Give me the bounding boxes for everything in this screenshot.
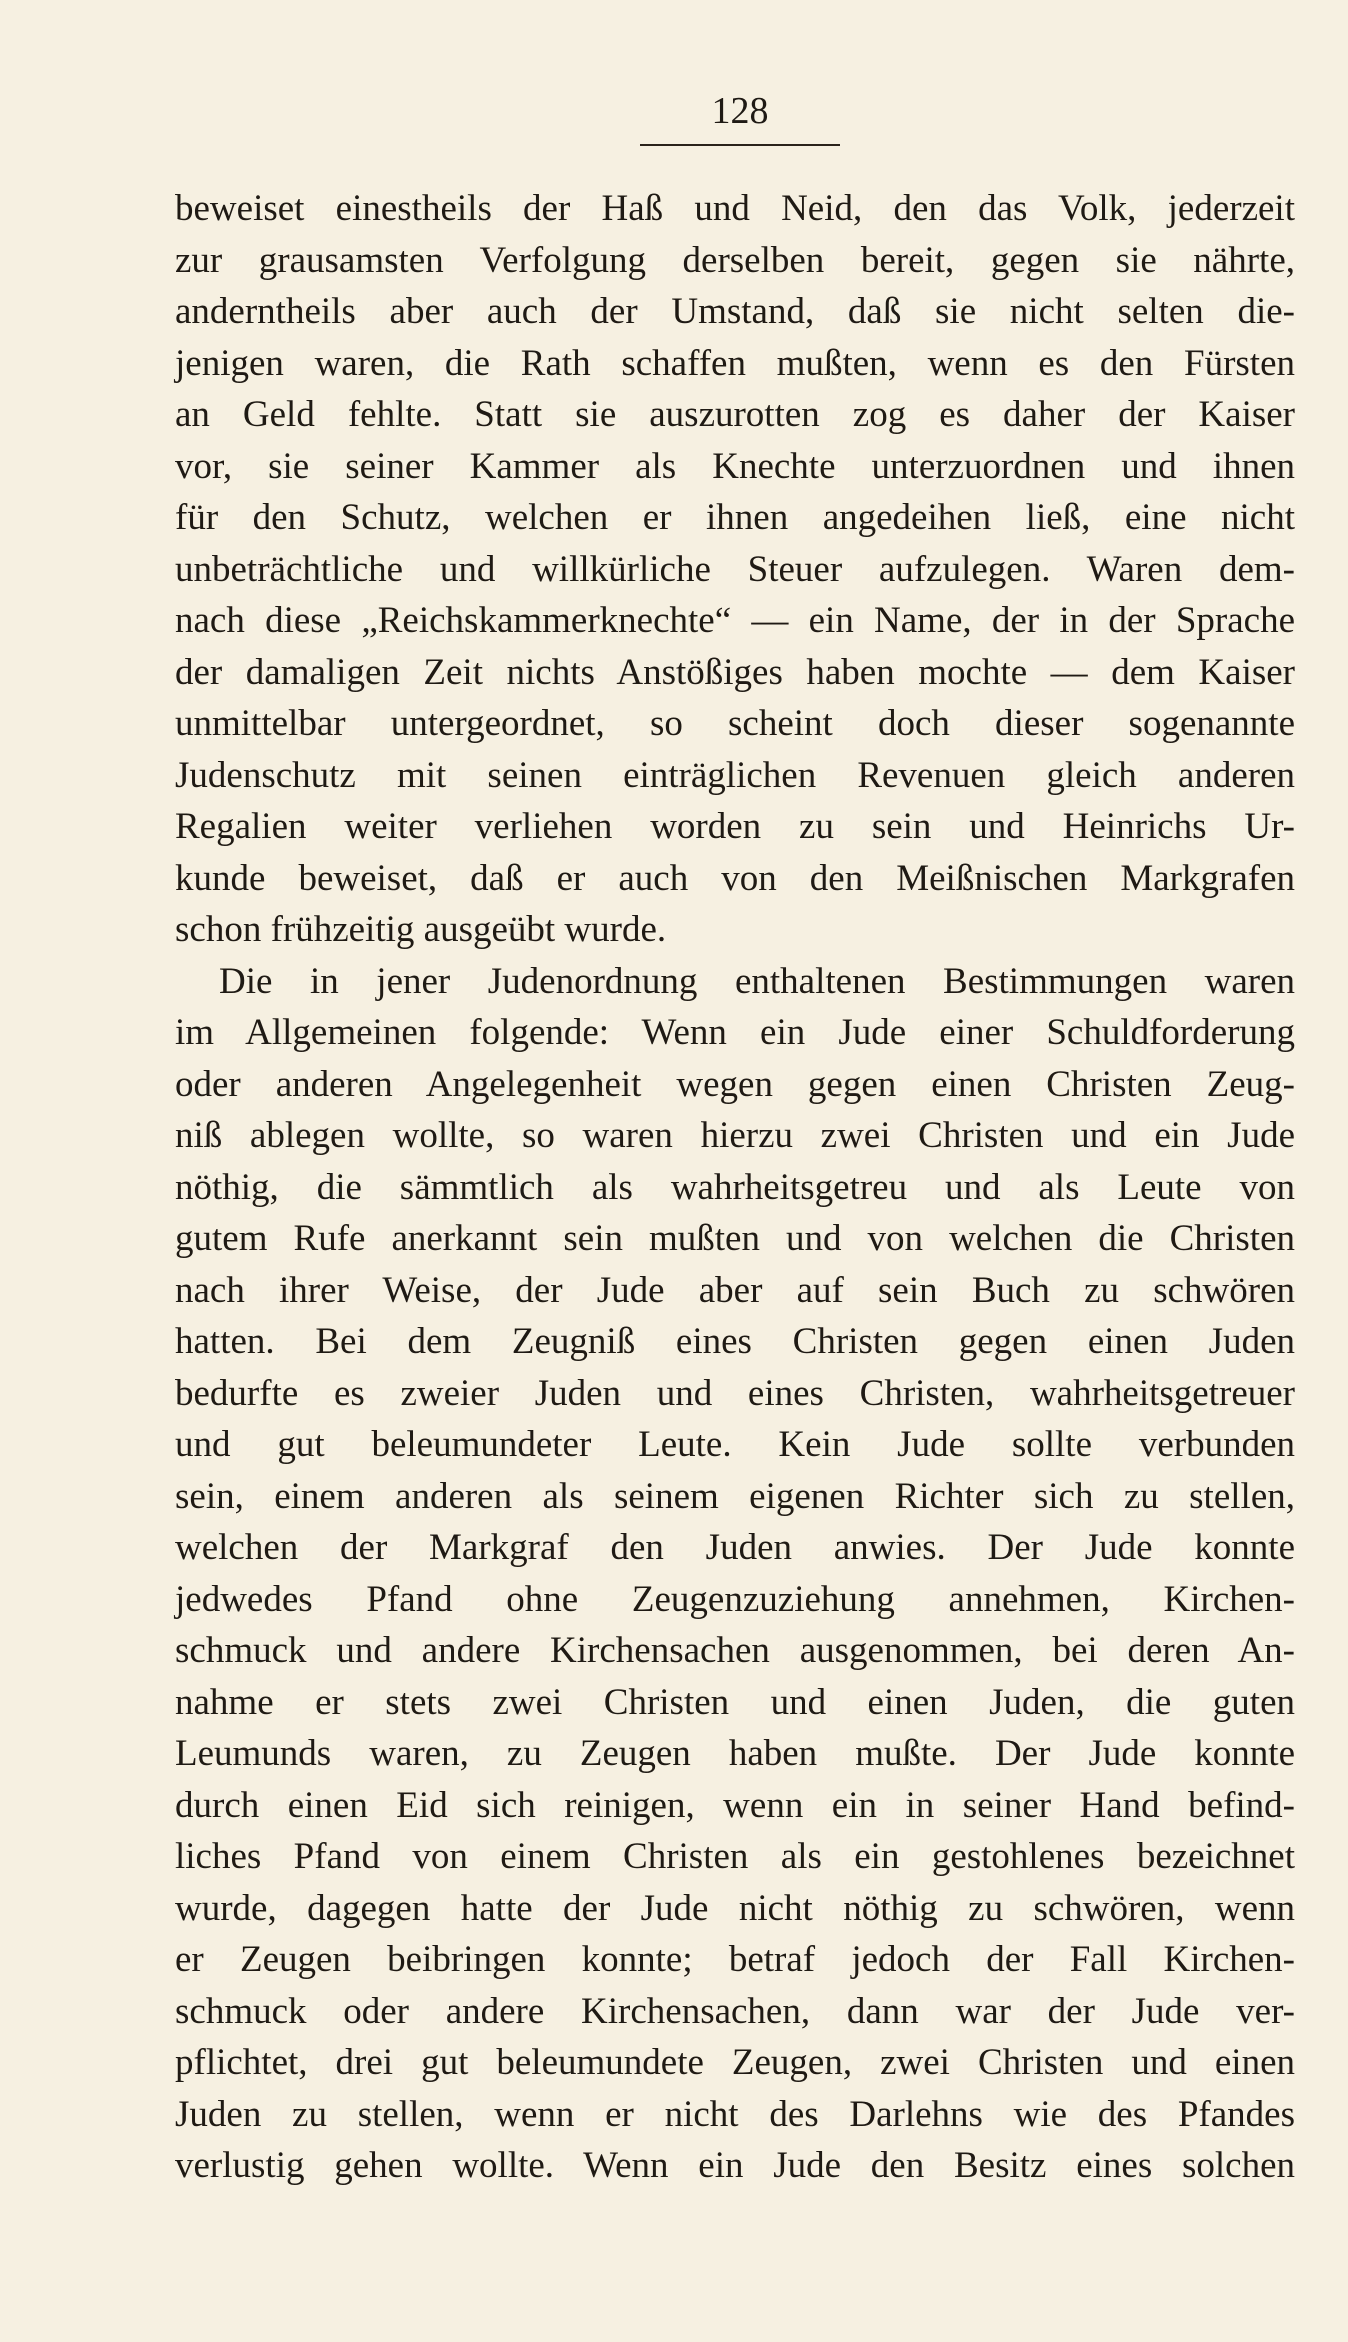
text-line: nach diese „Reichskammerknechte“ — ein Name, der in der Sprache [175,600,1295,641]
text-line: Juden zu stellen, wenn er nicht des Darlehns wie des Pfandes [175,2093,1295,2135]
text-line: unmittelbar untergeordnet, so scheint doch dieser sogenannte [175,703,1295,744]
text-line: schmuck und andere Kirchensachen ausgenommen, bei deren An- [175,1630,1295,1671]
text-line: liches Pfand von einem Christen als ein gestohlenes bezeichnet [175,1836,1295,1877]
text-line: jenigen waren, die Rath schaffen mußten, wenn es den Fürsten [175,342,1295,384]
text-line: der damaligen Zeit nichts Anstößiges haben mochte — dem Kaiser [175,651,1295,693]
text-line: vor, sie seiner Kammer als Knechte unterzuordnen und ihnen [175,445,1295,487]
text-line: nahme er stets zwei Christen und einen Juden, die guten [175,1681,1295,1723]
text-line: verlustig gehen wollte. Wenn ein Jude den Besitz eines solchen [175,2145,1295,2186]
text-line: Judenschutz mit seinen einträglichen Revenuen gleich anderen [175,754,1295,796]
text-line: schmuck oder andere Kirchensachen, dann war der Jude ver- [175,1990,1295,2032]
text-line: kunde beweiset, daß er auch von den Meißnischen Markgrafen [175,857,1295,899]
body-text [175,183,1295,2192]
text-line: und gut beleumundeter Leute. Kein Jude sollte verbunden [175,1424,1295,1465]
text-line: unbeträchtliche und willkürliche Steuer aufzulegen. Waren dem- [175,548,1295,590]
text-line: hatten. Bei dem Zeugniß eines Christen gegen einen Juden [175,1321,1295,1362]
text-line: Leumunds waren, zu Zeugen haben mußte. Der Jude konnte [175,1733,1295,1774]
text-line: beweiset einestheils der Haß und Neid, den das Volk, jederzeit [175,188,1295,229]
text-line: niß ablegen wollte, so waren hierzu zwei Christen und ein Jude [175,1115,1295,1156]
text-line: pflichtet, drei gut beleumundete Zeugen, zwei Christen und einen [175,2042,1295,2083]
text-line: welchen der Markgraf den Juden anwies. Der Jude konnte [175,1527,1295,1568]
text-line: im Allgemeinen folgende: Wenn ein Jude einer Schuldforderung [175,1012,1295,1053]
text-line: jedwedes Pfand ohne Zeugenzuziehung annehmen, Kirchen- [175,1578,1295,1620]
header-rule [640,144,840,146]
text-line: zur grausamsten Verfolgung derselben bereit, gegen sie nährte, [175,239,1295,281]
text-line: Die in jener Judenordnung enthaltenen Bestimmungen waren [219,960,1295,1002]
page-number: 128 [711,90,769,132]
text-line: schon frühzeitig ausgeübt wurde. [175,909,667,950]
text-line: durch einen Eid sich reinigen, wenn ein in seiner Hand befind- [175,1784,1295,1826]
text-line: bedurfte es zweier Juden und eines Christen, wahrheitsgetreuer [175,1372,1295,1414]
text-line: für den Schutz, welchen er ihnen angedeihen ließ, eine nicht [175,497,1295,538]
text-line: sein, einem anderen als seinem eigenen Richter sich zu stellen, [175,1475,1295,1517]
text-line: gutem Rufe anerkannt sein mußten und von welchen die Christen [175,1218,1295,1259]
page-header [640,88,840,134]
text-line: nöthig, die sämmtlich als wahrheitsgetreu und als Leute von [175,1166,1295,1208]
text-line: anderntheils aber auch der Umstand, daß sie nicht selten die- [175,291,1295,332]
text-line: wurde, dagegen hatte der Jude nicht nöthig zu schwören, wenn [175,1887,1295,1929]
text-line: an Geld fehlte. Statt sie auszurotten zog es daher der Kaiser [175,394,1295,435]
text-line: nach ihrer Weise, der Jude aber auf sein Buch zu schwören [175,1269,1295,1311]
text-line: Regalien weiter verliehen worden zu sein und Heinrichs Ur- [175,806,1295,847]
text-line: oder anderen Angelegenheit wegen gegen einen Christen Zeug- [175,1063,1295,1105]
text-line: er Zeugen beibringen konnte; betraf jedoch der Fall Kirchen- [175,1939,1295,1980]
